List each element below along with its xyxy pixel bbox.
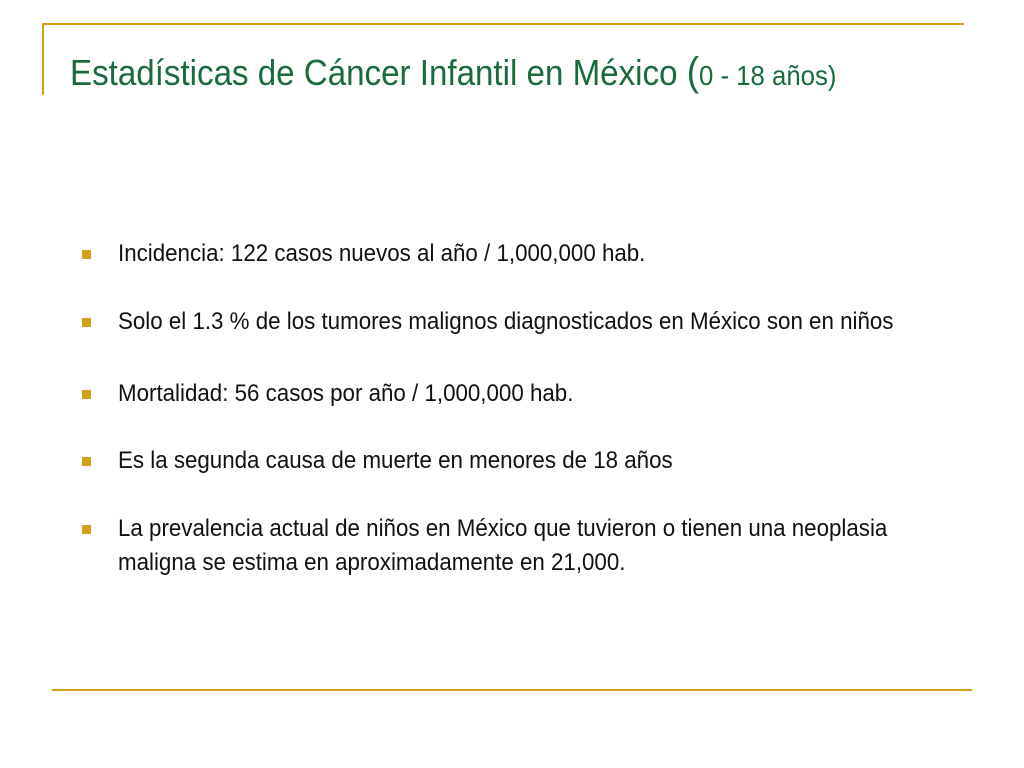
square-bullet-icon <box>82 250 91 259</box>
bullet-item-mortality <box>80 377 960 411</box>
bottom-border-line <box>52 689 972 691</box>
square-bullet-icon <box>82 525 91 534</box>
square-bullet-icon <box>82 457 91 466</box>
bullet-item-incidence <box>80 237 960 271</box>
bullet-list <box>80 237 960 580</box>
bullet-text: Incidencia: 122 casos nuevos al año / 1,000,000 hab. <box>118 240 646 267</box>
top-border-line <box>42 23 964 25</box>
bullet-item-prevalence <box>80 512 960 580</box>
bullet-text: La prevalencia actual de niños en México que tuvieron o tienen una neoplasia maligna se estima en aproximadamente en 21,000. <box>118 515 888 576</box>
bullet-text: Solo el 1.3 % de los tumores malignos diagnosticados en México son en niños <box>118 308 894 335</box>
bullet-item-percentage <box>80 305 960 339</box>
bullet-item-cause-of-death <box>80 444 960 478</box>
bullet-text: Mortalidad: 56 casos por año / 1,000,000 hab. <box>118 380 574 407</box>
square-bullet-icon <box>82 390 91 399</box>
left-border-line <box>42 23 44 95</box>
title-main-text: Estadísticas de Cáncer Infantil en México <box>70 52 687 93</box>
title-age-range: 0 - 18 años) <box>698 60 837 91</box>
bullet-text: Es la segunda causa de muerte en menores de 18 años <box>118 447 673 474</box>
title-open-paren: ( <box>686 50 699 94</box>
square-bullet-icon <box>82 318 91 327</box>
slide-title <box>70 50 916 98</box>
